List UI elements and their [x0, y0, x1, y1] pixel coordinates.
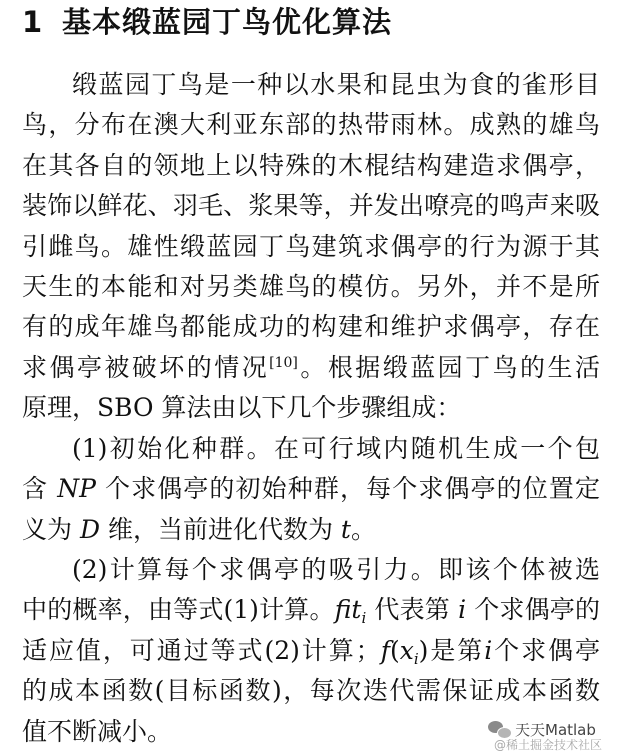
math-subscript: i [413, 649, 419, 668]
math-variable: x [399, 635, 414, 665]
math-variable: D [79, 514, 100, 544]
math-subscript: i [361, 609, 367, 628]
text-segment: 是第 [428, 635, 485, 665]
text-line: 在其各自的领地上以特殊的木棍结构建造求偶亭， [22, 150, 600, 180]
text-line [22, 590, 600, 630]
math-paren: ( [389, 635, 400, 665]
watermark-credit: @稀土掘金技术社区 [494, 738, 603, 752]
text-line: (2)计算每个求偶亭的吸引力。即该个体被选 [72, 555, 600, 585]
text-line: 的成本函数(目标函数)，每次迭代需保证成本函数 [22, 676, 600, 706]
math-paren: ) [418, 635, 429, 665]
text-segment: 个求偶亭的 [466, 595, 600, 625]
math-variable: fit [334, 595, 362, 625]
text-segment: 个求偶亭 [492, 635, 600, 665]
section-title: 基本缎蓝园丁鸟优化算法 [62, 5, 393, 39]
math-function: f [380, 635, 390, 665]
text-line: 原理，SBO 算法由以下几个步骤组成： [22, 393, 462, 423]
text-segment: 中的概率，由等式(1)计算。 [22, 595, 335, 625]
math-variable: NP [57, 474, 96, 504]
text-segment: 含 [22, 474, 58, 504]
section-number: 1 [22, 5, 43, 39]
text-segment: 维，当前进化代数为 [100, 514, 341, 544]
text-line [22, 348, 600, 388]
text-line: 缎蓝园丁鸟是一种以水果和昆虫为食的雀形目 [72, 69, 600, 99]
body-text [22, 65, 603, 752]
text-segment: 适应值，可通过等式(2)计算； [22, 635, 381, 665]
text-line [22, 631, 600, 671]
text-line: 引雌鸟。雄性缎蓝园丁鸟建筑求偶亭的行为源于其 [22, 231, 600, 261]
text-segment: 。 [350, 514, 376, 544]
text-segment: 代表第 [366, 595, 459, 625]
text-line: (1)初始化种群。在可行域内随机生成一个包 [72, 433, 600, 463]
text-line: 鸟，分布在澳大利亚东部的热带雨林。成熟的雄鸟 [22, 110, 600, 140]
text-segment: 义为 [22, 514, 80, 544]
watermark-brand: 天天Matlab [515, 721, 596, 739]
text-line: 装饰以鲜花、羽毛、浆果等，并发出嘹亮的鸣声来吸 [22, 191, 600, 221]
text-line: 值不断减小。 [22, 716, 173, 746]
text-line: 有的成年雄鸟都能成功的构建和维护求偶亭，存在 [22, 312, 600, 342]
citation-ref: [10] [269, 354, 298, 371]
text-segment: 求偶亭被破坏的情况 [22, 352, 270, 382]
text-segment: 个求偶亭的初始种群，每个求偶亭的位置定 [95, 474, 601, 504]
watermark [486, 718, 614, 752]
math-variable: t [340, 514, 351, 544]
text-segment: 。根据缎蓝园丁鸟的生活 [297, 352, 600, 382]
math-variable: i [484, 635, 493, 665]
section-heading [22, 2, 392, 42]
text-line: 天生的本能和对另类雄鸟的模仿。另外，并不是所 [22, 271, 600, 301]
math-variable: i [458, 595, 467, 625]
text-line [22, 469, 600, 509]
text-line [22, 510, 600, 550]
